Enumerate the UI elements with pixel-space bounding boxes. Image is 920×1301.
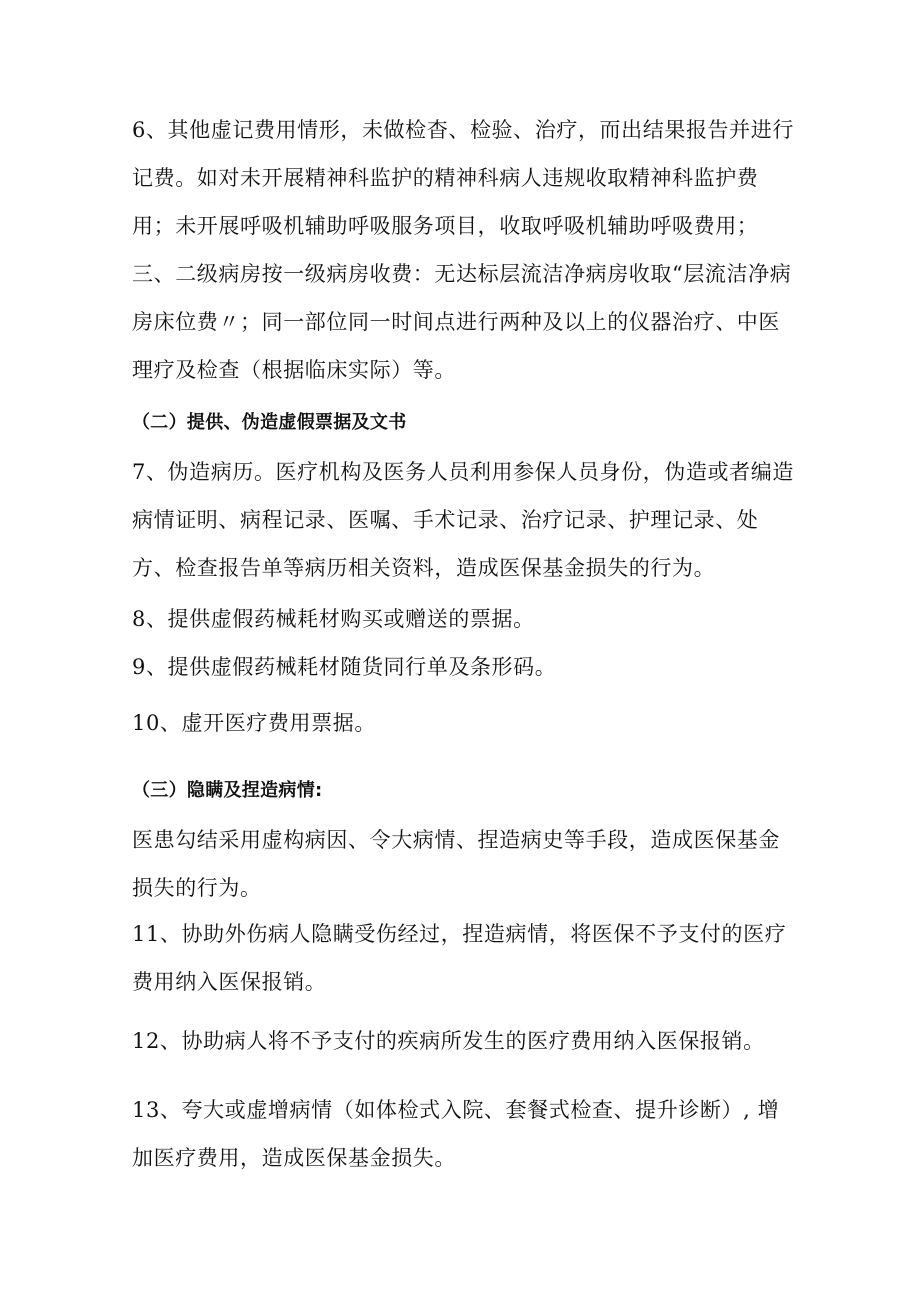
paragraph-item-13: 13、夸大或虚增病情（如体检式入院、套餐式检查、提升诊断）, 增加医疗费用，造成医保基金损失。 xyxy=(132,1098,780,1170)
paragraph-item-7: 7、伪造病历。医疗机构及医务人员利用参保人员身份，伪造或者编造病情证明、病程记录、医嘱、手术记录、治疗记录、护理记录、处方、检查报告单等病历相关资料，造成医保基金损失的行为。 xyxy=(132,460,794,580)
paragraph-item-6: 6、其他虚记费用情形，未做检杳、检验、治疗，而出结果报告并进行记费。如对未开展精神科监护的精神科病人违规收取精神科监护费用；未开展呼吸机辅助呼吸服务项目，收取呼吸机辅助呼吸费用；三、二级病房按一级病房收费：无达标层流洁净病房收取“层流洁净病房床位费〃；同一部位同一时间点进行两种及以上的仪器治疗、中医理疗及检查（根据临床实际）等。 xyxy=(132,118,794,382)
paragraph-item-10: 10、虚开医疗费用票据。 xyxy=(132,711,376,735)
paragraph-section-3-intro: 医患勾结采用虚构病因、令大病情、捏造病史等手段，造成医保基金损失的行为。 xyxy=(132,828,780,900)
paragraph-item-8: 8、提供虚假药械耗材购买或赠送的票据。 xyxy=(132,607,535,631)
section-heading-2: （二）提供、伪造虚假票据及文书 xyxy=(132,412,407,433)
section-heading-3: （三）隐瞒及捏造病情: xyxy=(132,780,323,801)
paragraph-item-12: 12、协助病人将不予支付的疾病所发生的医疗费用纳入医保报销。 xyxy=(132,1029,765,1053)
paragraph-item-11: 11、协助外伤病人隐瞒受伤经过，捏造病情，将医保不予支付的医疗费用纳入医保报销。 xyxy=(132,922,787,994)
paragraph-item-9: 9、提供虚假药械耗材随货同行单及条形码。 xyxy=(132,655,557,679)
